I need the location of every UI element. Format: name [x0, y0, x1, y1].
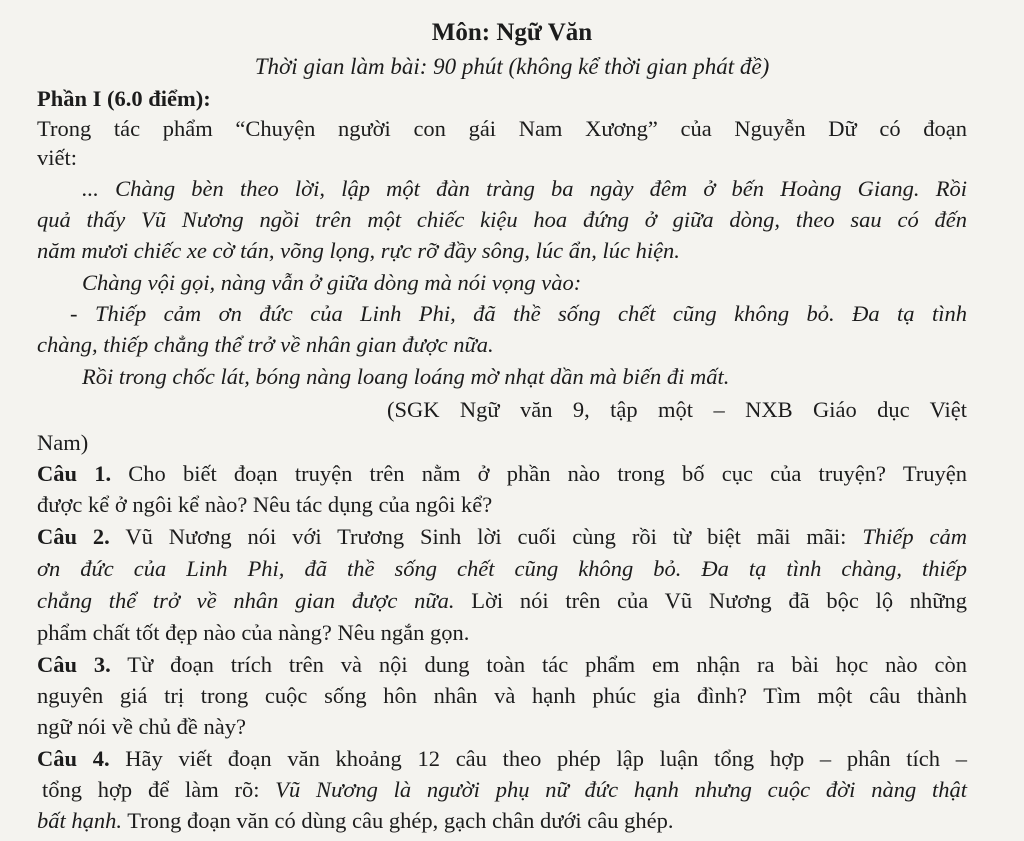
question-3-label: Câu 3. — [37, 652, 111, 677]
question-2-label: Câu 2. — [37, 524, 110, 549]
question-1-label: Câu 1. — [37, 461, 112, 486]
question-1-line-1: Câu 1. Cho biết đoạn truyện trên nằm ở phần nào trong bố cục của truyện? Truyện — [37, 461, 967, 486]
excerpt-line-4: Chàng vội gọi, nàng vẫn ở giữa dòng mà nói vọng vào: — [82, 270, 582, 295]
excerpt-line-5: - Thiếp cảm ơn đức của Linh Phi, đã thề sống chết cũng không bỏ. Đa tạ tình — [70, 301, 967, 326]
part1-intro-line-1: Trong tác phẩm “Chuyện người con gái Nam Xương” của Nguyễn Dữ có đoạn — [37, 116, 967, 141]
part1-intro-line-2: viết: — [37, 145, 77, 170]
excerpt-source-line-1: (SGK Ngữ văn 9, tập một – NXB Giáo dục Việt — [387, 397, 967, 422]
excerpt-line-2: quả thấy Vũ Nương ngồi trên một chiếc kiệu hoa đứng ở giữa dòng, theo sau có đến — [37, 207, 967, 232]
excerpt-line-1: ... Chàng bèn theo lời, lập một đàn tràng ba ngày đêm ở bến Hoàng Giang. Rồi — [82, 176, 967, 201]
question-2-line-4: phẩm chất tốt đẹp nào của nàng? Nêu ngắn gọn. — [37, 620, 470, 645]
question-2-line-1: Câu 2. Vũ Nương nói với Trương Sinh lời cuối cùng rồi từ biệt mãi mãi: Thiếp cảm — [37, 524, 967, 549]
time-note: Thời gian làm bài: 90 phút (không kể thời gian phát đề) — [254, 54, 770, 79]
question-3-line-2: nguyên giá trị trong cuộc sống hôn nhân và hạnh phúc gia đình? Tìm một câu thành — [37, 683, 967, 708]
question-2-line-2: ơn đức của Linh Phi, đã thề sống chết cũng không bỏ. Đa tạ tình chàng, thiếp — [37, 556, 967, 581]
excerpt-source-line-2: Nam) — [37, 430, 89, 455]
excerpt-line-6: chàng, thiếp chẳng thể trở về nhân gian được nữa. — [37, 332, 494, 357]
part1-heading: Phần I (6.0 điểm): — [37, 86, 211, 111]
question-4-label: Câu 4. — [37, 746, 110, 771]
question-2-line-3: chẳng thể trở về nhân gian được nữa. Lời nói trên của Vũ Nương đã bộc lộ những — [37, 588, 967, 613]
question-4-line-2: tổng hợp để làm rõ: Vũ Nương là người phụ nữ đức hạnh nhưng cuộc đời nàng thật — [42, 777, 967, 802]
question-3-line-3: ngữ nói về chủ đề này? — [37, 714, 247, 739]
question-3-line-1: Câu 3. Từ đoạn trích trên và nội dung toàn tác phẩm em nhận ra bài học nào còn — [37, 652, 967, 677]
question-4-line-1: Câu 4. Hãy viết đoạn văn khoảng 12 câu theo phép lập luận tổng hợp – phân tích – — [37, 746, 967, 771]
question-4-line-3: bất hạnh. Trong đoạn văn có dùng câu ghép, gạch chân dưới câu ghép. — [37, 808, 674, 833]
excerpt-line-3: năm mươi chiếc xe cờ tán, võng lọng, rực rỡ đầy sông, lúc ẩn, lúc hiện. — [37, 238, 680, 263]
subject-title: Môn: Ngữ Văn — [431, 19, 593, 46]
excerpt-line-7: Rồi trong chốc lát, bóng nàng loang loáng mờ nhạt dần mà biến đi mất. — [82, 364, 730, 389]
question-1-line-2: được kể ở ngôi kể nào? Nêu tác dụng của ngôi kể? — [37, 492, 493, 517]
